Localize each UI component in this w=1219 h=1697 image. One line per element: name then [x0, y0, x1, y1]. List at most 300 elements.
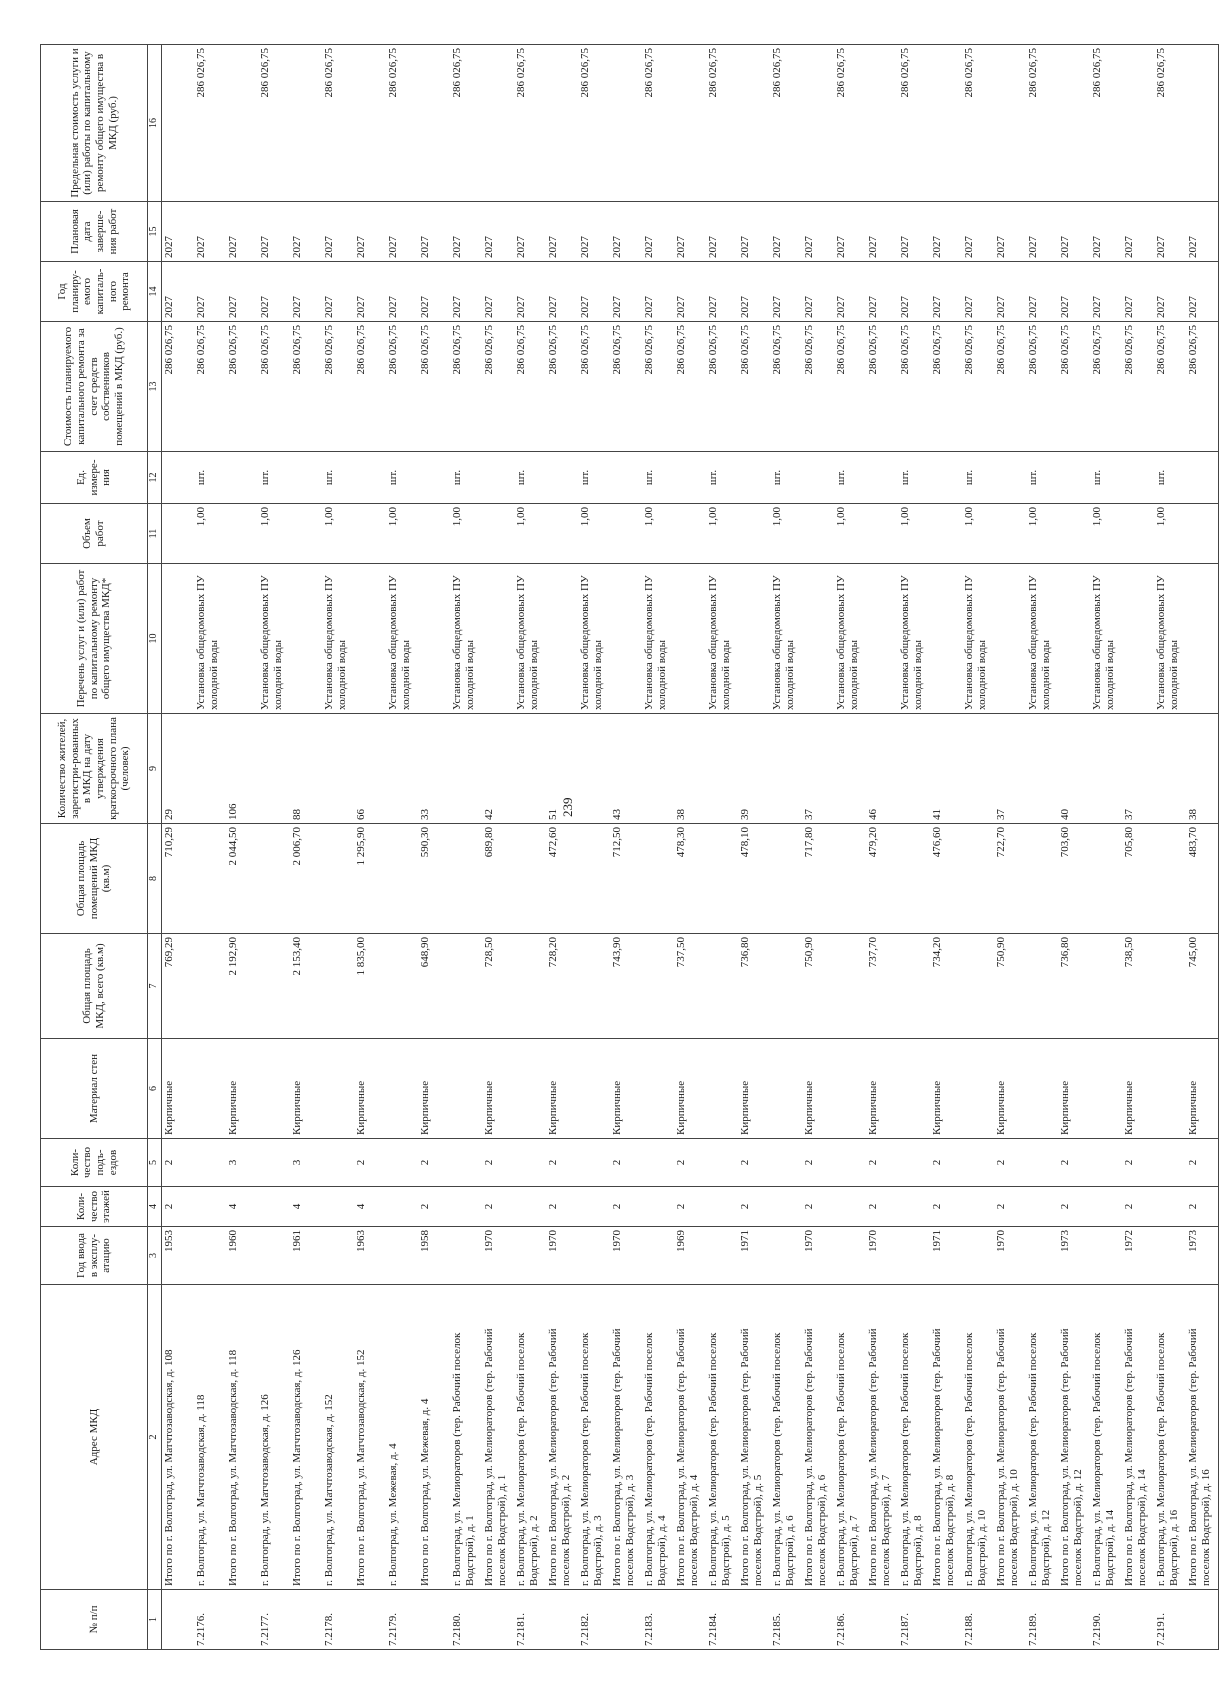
entrances-cell: 2: [1122, 1139, 1154, 1187]
address-cell: г. Волгоград, ул. Мелиораторов (тер. Рабочий поселок Водстрой), д. 8: [898, 1285, 930, 1590]
wall-material-cell: Кирпичные: [226, 1039, 258, 1139]
total-area-cell: [514, 934, 546, 1039]
repair-year-cell: 2027: [1186, 262, 1219, 322]
end-date-cell: 2027: [450, 202, 482, 262]
limit-cost-cell: [482, 45, 514, 202]
row-number: [1122, 1590, 1154, 1650]
residents-cell: 106: [226, 714, 258, 824]
column-number: 15: [148, 202, 162, 262]
end-date-cell: 2027: [898, 202, 930, 262]
row-number: [738, 1590, 770, 1650]
end-date-cell: 2027: [514, 202, 546, 262]
address-cell: Итого по г. Волгоград, ул. Матчтозаводская, д. 152: [354, 1285, 386, 1590]
total-area-cell: 1 835,00: [354, 934, 386, 1039]
works-cell: [1186, 564, 1219, 714]
volume-cell: 1,00: [450, 504, 482, 564]
table-row: [930, 45, 962, 1650]
end-date-cell: 2027: [674, 202, 706, 262]
address-cell: Итого по г. Волгоград, ул. Мелиораторов (тер. Рабочий поселок Водстрой), д. 14: [1122, 1285, 1154, 1590]
table-row: [290, 45, 322, 1650]
repair-year-cell: 2027: [1122, 262, 1154, 322]
repair-year-cell: 2027: [354, 262, 386, 322]
entrances-cell: 3: [226, 1139, 258, 1187]
floors-cell: [258, 1187, 290, 1227]
end-date-cell: 2027: [1186, 202, 1219, 262]
entrances-cell: [194, 1139, 226, 1187]
table-row: [1154, 45, 1186, 1650]
column-number: 3: [148, 1227, 162, 1285]
premises-area-cell: 712,50: [610, 824, 642, 934]
entrances-cell: [514, 1139, 546, 1187]
premises-area-cell: [386, 824, 418, 934]
column-number: 7: [148, 934, 162, 1039]
residents-cell: 88: [290, 714, 322, 824]
year-built-cell: [386, 1227, 418, 1285]
entrances-cell: 2: [1058, 1139, 1090, 1187]
volume-cell: [226, 504, 258, 564]
repair-year-cell: 2027: [162, 262, 195, 322]
wall-material-cell: [898, 1039, 930, 1139]
row-number: 7.2179.: [386, 1590, 418, 1650]
limit-cost-cell: [802, 45, 834, 202]
limit-cost-cell: 286 026,75: [578, 45, 610, 202]
total-area-cell: [194, 934, 226, 1039]
year-built-cell: 1971: [930, 1227, 962, 1285]
year-built-cell: [322, 1227, 354, 1285]
total-area-cell: 728,50: [482, 934, 514, 1039]
header-total-area: Общая площадь МКД, всего (кв.м): [41, 934, 148, 1039]
volume-cell: [290, 504, 322, 564]
unit-cell: [930, 452, 962, 504]
works-cell: Установка общедомовых ПУ холодной воды: [1026, 564, 1058, 714]
unit-cell: шт.: [898, 452, 930, 504]
repair-year-cell: 2027: [482, 262, 514, 322]
premises-area-cell: 478,30: [674, 824, 706, 934]
unit-cell: [866, 452, 898, 504]
premises-area-cell: [194, 824, 226, 934]
address-cell: Итого по г. Волгоград, ул. Мелиораторов (тер. Рабочий поселок Водстрой), д. 5: [738, 1285, 770, 1590]
year-built-cell: [770, 1227, 802, 1285]
cost-cell: 286 026,75: [642, 322, 674, 452]
table-row: [1026, 45, 1058, 1650]
works-cell: [1058, 564, 1090, 714]
cost-cell: 286 026,75: [578, 322, 610, 452]
end-date-cell: 2027: [610, 202, 642, 262]
entrances-cell: [386, 1139, 418, 1187]
table-row: [738, 45, 770, 1650]
residents-cell: 37: [1122, 714, 1154, 824]
wall-material-cell: Кирпичные: [674, 1039, 706, 1139]
residents-cell: 66: [354, 714, 386, 824]
row-number: [674, 1590, 706, 1650]
cost-cell: 286 026,75: [354, 322, 386, 452]
repair-year-cell: 2027: [1154, 262, 1186, 322]
floors-cell: 2: [1186, 1187, 1219, 1227]
address-cell: г. Волгоград, ул. Мелиораторов (тер. Рабочий поселок Водстрой), д. 3: [578, 1285, 610, 1590]
residents-cell: [578, 714, 610, 824]
repair-year-cell: 2027: [994, 262, 1026, 322]
address-cell: Итого по г. Волгоград, ул. Мелиораторов (тер. Рабочий поселок Водстрой), д. 1: [482, 1285, 514, 1590]
limit-cost-cell: 286 026,75: [834, 45, 866, 202]
row-number: 7.2185.: [770, 1590, 802, 1650]
volume-cell: [930, 504, 962, 564]
floors-cell: 2: [1122, 1187, 1154, 1227]
total-area-cell: [450, 934, 482, 1039]
year-built-cell: [194, 1227, 226, 1285]
wall-material-cell: [642, 1039, 674, 1139]
total-area-cell: [386, 934, 418, 1039]
column-number: 16: [148, 45, 162, 202]
year-built-cell: 1970: [482, 1227, 514, 1285]
row-number: 7.2176.: [194, 1590, 226, 1650]
row-number: 7.2187.: [898, 1590, 930, 1650]
wall-material-cell: [322, 1039, 354, 1139]
limit-cost-cell: 286 026,75: [450, 45, 482, 202]
unit-cell: [738, 452, 770, 504]
floors-cell: [450, 1187, 482, 1227]
works-cell: [482, 564, 514, 714]
cost-cell: 286 026,75: [514, 322, 546, 452]
floors-cell: [1090, 1187, 1122, 1227]
year-built-cell: 1960: [226, 1227, 258, 1285]
entrances-cell: 2: [866, 1139, 898, 1187]
wall-material-cell: Кирпичные: [610, 1039, 642, 1139]
wall-material-cell: [1154, 1039, 1186, 1139]
entrances-cell: 2: [162, 1139, 195, 1187]
wall-material-cell: Кирпичные: [482, 1039, 514, 1139]
header-num: № п/п: [41, 1590, 148, 1650]
end-date-cell: 2027: [546, 202, 578, 262]
total-area-cell: 738,50: [1122, 934, 1154, 1039]
volume-cell: 1,00: [386, 504, 418, 564]
cost-cell: 286 026,75: [290, 322, 322, 452]
cost-cell: 286 026,75: [1122, 322, 1154, 452]
volume-cell: 1,00: [578, 504, 610, 564]
table-row: [994, 45, 1026, 1650]
repair-year-cell: 2027: [1026, 262, 1058, 322]
wall-material-cell: [770, 1039, 802, 1139]
unit-cell: [162, 452, 195, 504]
wall-material-cell: [258, 1039, 290, 1139]
cost-cell: 286 026,75: [930, 322, 962, 452]
premises-area-cell: 703,60: [1058, 824, 1090, 934]
table-row: [322, 45, 354, 1650]
floors-cell: 2: [866, 1187, 898, 1227]
residents-cell: [770, 714, 802, 824]
volume-cell: 1,00: [1026, 504, 1058, 564]
floors-cell: 4: [354, 1187, 386, 1227]
total-area-cell: [1154, 934, 1186, 1039]
cost-cell: 286 026,75: [706, 322, 738, 452]
residents-cell: 38: [1186, 714, 1219, 824]
limit-cost-cell: 286 026,75: [770, 45, 802, 202]
residents-cell: [898, 714, 930, 824]
unit-cell: [418, 452, 450, 504]
premises-area-cell: 2 006,70: [290, 824, 322, 934]
cost-cell: 286 026,75: [898, 322, 930, 452]
wall-material-cell: Кирпичные: [418, 1039, 450, 1139]
repair-year-cell: 2027: [226, 262, 258, 322]
column-number: 8: [148, 824, 162, 934]
end-date-cell: 2027: [354, 202, 386, 262]
table-row: [770, 45, 802, 1650]
limit-cost-cell: 286 026,75: [194, 45, 226, 202]
works-cell: [674, 564, 706, 714]
premises-area-cell: 1 295,90: [354, 824, 386, 934]
row-number: 7.2181.: [514, 1590, 546, 1650]
floors-cell: 2: [482, 1187, 514, 1227]
unit-cell: шт.: [322, 452, 354, 504]
works-cell: [802, 564, 834, 714]
header-unit: Ед. измере-ния: [41, 452, 148, 504]
floors-cell: [834, 1187, 866, 1227]
address-cell: Итого по г. Волгоград, ул. Матчтозаводская, д. 108: [162, 1285, 195, 1590]
floors-cell: [1026, 1187, 1058, 1227]
column-number-row: [148, 45, 162, 1650]
table-row: [450, 45, 482, 1650]
floors-cell: 2: [802, 1187, 834, 1227]
volume-cell: [354, 504, 386, 564]
unit-cell: шт.: [642, 452, 674, 504]
header-works-list: Перечень услуг и (или) работ по капитальному ремонту общего имущества МКД*: [41, 564, 148, 714]
wall-material-cell: Кирпичные: [354, 1039, 386, 1139]
end-date-cell: 2027: [418, 202, 450, 262]
unit-cell: [546, 452, 578, 504]
end-date-cell: 2027: [834, 202, 866, 262]
year-built-cell: 1963: [354, 1227, 386, 1285]
total-area-cell: 769,29: [162, 934, 195, 1039]
limit-cost-cell: 286 026,75: [898, 45, 930, 202]
limit-cost-cell: [418, 45, 450, 202]
unit-cell: шт.: [1154, 452, 1186, 504]
wall-material-cell: Кирпичные: [866, 1039, 898, 1139]
table-row: [354, 45, 386, 1650]
works-cell: Установка общедомовых ПУ холодной воды: [706, 564, 738, 714]
entrances-cell: [450, 1139, 482, 1187]
column-number: 10: [148, 564, 162, 714]
limit-cost-cell: 286 026,75: [1026, 45, 1058, 202]
repair-year-cell: 2027: [866, 262, 898, 322]
unit-cell: шт.: [194, 452, 226, 504]
floors-cell: 2: [930, 1187, 962, 1227]
year-built-cell: [642, 1227, 674, 1285]
floors-cell: [770, 1187, 802, 1227]
cost-cell: 286 026,75: [674, 322, 706, 452]
volume-cell: [482, 504, 514, 564]
residents-cell: 39: [738, 714, 770, 824]
row-number: 7.2184.: [706, 1590, 738, 1650]
address-cell: г. Волгоград, ул. Матчтозаводская, д. 126: [258, 1285, 290, 1590]
row-number: [418, 1590, 450, 1650]
column-number: 1: [148, 1590, 162, 1650]
address-cell: Итого по г. Волгоград, ул. Мелиораторов (тер. Рабочий поселок Водстрой), д. 16: [1186, 1285, 1219, 1590]
entrances-cell: [1090, 1139, 1122, 1187]
column-number: 14: [148, 262, 162, 322]
residents-cell: [834, 714, 866, 824]
end-date-cell: 2027: [994, 202, 1026, 262]
wall-material-cell: Кирпичные: [994, 1039, 1026, 1139]
repair-year-cell: 2027: [642, 262, 674, 322]
end-date-cell: 2027: [866, 202, 898, 262]
premises-area-cell: 689,80: [482, 824, 514, 934]
volume-cell: 1,00: [642, 504, 674, 564]
unit-cell: [290, 452, 322, 504]
total-area-cell: 737,70: [866, 934, 898, 1039]
unit-cell: [802, 452, 834, 504]
premises-area-cell: 479,20: [866, 824, 898, 934]
address-cell: г. Волгоград, ул. Мелиораторов (тер. Рабочий поселок Водстрой), д. 6: [770, 1285, 802, 1590]
end-date-cell: 2027: [162, 202, 195, 262]
total-area-cell: [322, 934, 354, 1039]
floors-cell: [386, 1187, 418, 1227]
table-row: [1186, 45, 1219, 1650]
repair-year-cell: 2027: [610, 262, 642, 322]
address-cell: г. Волгоград, ул. Мелиораторов (тер. Рабочий поселок Водстрой), д. 2: [514, 1285, 546, 1590]
residents-cell: [706, 714, 738, 824]
address-cell: Итого по г. Волгоград, ул. Мелиораторов (тер. Рабочий поселок Водстрой), д. 3: [610, 1285, 642, 1590]
entrances-cell: [1154, 1139, 1186, 1187]
column-number: 5: [148, 1139, 162, 1187]
limit-cost-cell: [290, 45, 322, 202]
works-cell: [354, 564, 386, 714]
repair-year-cell: 2027: [706, 262, 738, 322]
total-area-cell: 736,80: [1058, 934, 1090, 1039]
year-built-cell: 1958: [418, 1227, 450, 1285]
premises-area-cell: [770, 824, 802, 934]
year-built-cell: 1973: [1058, 1227, 1090, 1285]
column-number: 13: [148, 322, 162, 452]
table-row: [258, 45, 290, 1650]
limit-cost-cell: 286 026,75: [1090, 45, 1122, 202]
cost-cell: 286 026,75: [1154, 322, 1186, 452]
header-cost: Стоимость планируемого капитального ремонта за счет средств собственников помещений в МКД (руб.): [41, 322, 148, 452]
cost-cell: 286 026,75: [962, 322, 994, 452]
works-cell: [994, 564, 1026, 714]
row-number: 7.2186.: [834, 1590, 866, 1650]
year-built-cell: 1971: [738, 1227, 770, 1285]
unit-cell: шт.: [1026, 452, 1058, 504]
end-date-cell: 2027: [482, 202, 514, 262]
unit-cell: [1186, 452, 1219, 504]
total-area-cell: 745,00: [1186, 934, 1219, 1039]
table-row: [1122, 45, 1154, 1650]
volume-cell: [994, 504, 1026, 564]
end-date-cell: 2027: [1058, 202, 1090, 262]
year-built-cell: [578, 1227, 610, 1285]
limit-cost-cell: [1186, 45, 1219, 202]
entrances-cell: 2: [418, 1139, 450, 1187]
entrances-cell: [578, 1139, 610, 1187]
premises-area-cell: 472,60: [546, 824, 578, 934]
table-row: [226, 45, 258, 1650]
cost-cell: 286 026,75: [546, 322, 578, 452]
wall-material-cell: [450, 1039, 482, 1139]
row-number: 7.2191.: [1154, 1590, 1186, 1650]
entrances-cell: [642, 1139, 674, 1187]
premises-area-cell: 717,80: [802, 824, 834, 934]
header-entrances: Коли-чество подъ-ездов: [41, 1139, 148, 1187]
residents-cell: 37: [802, 714, 834, 824]
end-date-cell: 2027: [1122, 202, 1154, 262]
wall-material-cell: [962, 1039, 994, 1139]
limit-cost-cell: 286 026,75: [642, 45, 674, 202]
end-date-cell: 2027: [706, 202, 738, 262]
volume-cell: [1122, 504, 1154, 564]
residents-cell: [450, 714, 482, 824]
limit-cost-cell: [226, 45, 258, 202]
wall-material-cell: Кирпичные: [930, 1039, 962, 1139]
volume-cell: 1,00: [962, 504, 994, 564]
limit-cost-cell: [930, 45, 962, 202]
entrances-cell: [706, 1139, 738, 1187]
total-area-cell: [258, 934, 290, 1039]
total-area-cell: [962, 934, 994, 1039]
wall-material-cell: [1090, 1039, 1122, 1139]
wall-material-cell: Кирпичные: [546, 1039, 578, 1139]
total-area-cell: [706, 934, 738, 1039]
entrances-cell: 2: [610, 1139, 642, 1187]
cost-cell: 286 026,75: [866, 322, 898, 452]
row-number: [930, 1590, 962, 1650]
volume-cell: [162, 504, 195, 564]
year-built-cell: 1969: [674, 1227, 706, 1285]
column-number: 4: [148, 1187, 162, 1227]
floors-cell: [578, 1187, 610, 1227]
residents-cell: 37: [994, 714, 1026, 824]
table-row: [578, 45, 610, 1650]
row-number: [290, 1590, 322, 1650]
end-date-cell: 2027: [194, 202, 226, 262]
row-number: [1186, 1590, 1219, 1650]
premises-area-cell: [258, 824, 290, 934]
wall-material-cell: Кирпичные: [802, 1039, 834, 1139]
row-number: [1058, 1590, 1090, 1650]
table-row: [866, 45, 898, 1650]
total-area-cell: [1090, 934, 1122, 1039]
header-address: Адрес МКД: [41, 1285, 148, 1590]
entrances-cell: 2: [546, 1139, 578, 1187]
column-number: 2: [148, 1285, 162, 1590]
row-number: [546, 1590, 578, 1650]
volume-cell: 1,00: [898, 504, 930, 564]
cost-cell: 286 026,75: [802, 322, 834, 452]
end-date-cell: 2027: [386, 202, 418, 262]
entrances-cell: 2: [674, 1139, 706, 1187]
table-row: [834, 45, 866, 1650]
address-cell: г. Волгоград, ул. Мелиораторов (тер. Рабочий поселок Водстрой), д. 14: [1090, 1285, 1122, 1590]
residents-cell: 33: [418, 714, 450, 824]
works-cell: Установка общедомовых ПУ холодной воды: [386, 564, 418, 714]
repair-year-cell: 2027: [930, 262, 962, 322]
premises-area-cell: 478,10: [738, 824, 770, 934]
cost-cell: 286 026,75: [482, 322, 514, 452]
column-number: 12: [148, 452, 162, 504]
residents-cell: [962, 714, 994, 824]
volume-cell: 1,00: [1090, 504, 1122, 564]
total-area-cell: 737,50: [674, 934, 706, 1039]
total-area-cell: 648,90: [418, 934, 450, 1039]
volume-cell: [546, 504, 578, 564]
entrances-cell: [322, 1139, 354, 1187]
unit-cell: [610, 452, 642, 504]
residents-cell: [386, 714, 418, 824]
cost-cell: 286 026,75: [1186, 322, 1219, 452]
works-cell: Установка общедомовых ПУ холодной воды: [962, 564, 994, 714]
table-row: [162, 45, 195, 1650]
unit-cell: [1058, 452, 1090, 504]
floors-cell: 2: [610, 1187, 642, 1227]
row-number: [226, 1590, 258, 1650]
